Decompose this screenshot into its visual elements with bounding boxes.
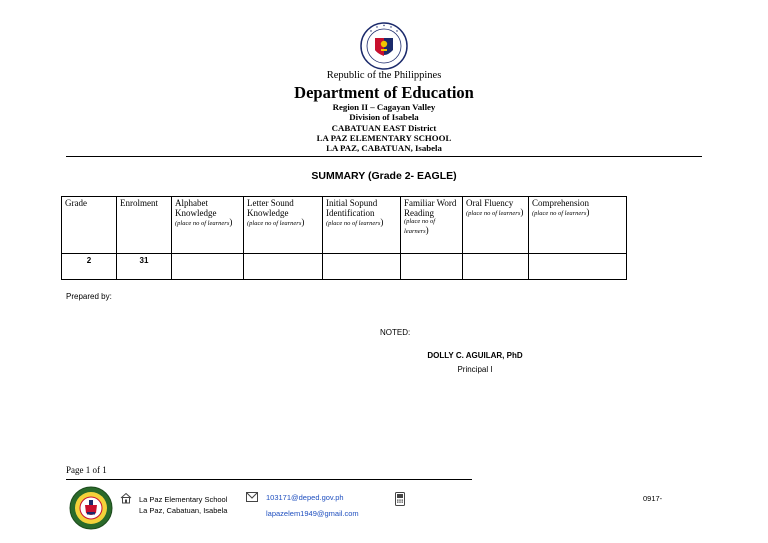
republic-line: Republic of the Philippines <box>326 70 442 81</box>
summary-table <box>61 196 627 280</box>
col-enrolment: Enrolment <box>117 197 172 254</box>
footer-phone: 0917- <box>643 494 663 503</box>
cell-letter-sound <box>244 254 323 280</box>
district-line: CABATUAN EAST District <box>331 123 437 133</box>
prepared-by-label: Prepared by: <box>66 292 112 301</box>
cell-grade: 2 <box>62 254 117 280</box>
summary-title: SUMMARY (Grade 2- EAGLE) <box>311 170 457 182</box>
address-line: LA PAZ, CABATUAN, Isabela <box>326 143 442 153</box>
footer-email-deped[interactable]: 103171@deped.gov.ph <box>266 493 344 502</box>
page-number: Page 1 of 1 <box>66 465 107 475</box>
footer-school-address: La Paz, Cabatuan, Isabela <box>139 506 228 515</box>
cell-comprehension <box>529 254 627 280</box>
division-line: Division of Isabela <box>349 112 419 122</box>
deped-seal-logo <box>360 22 408 70</box>
col-familiar-word: Familiar Word Reading (place no of learners) <box>401 197 463 254</box>
home-icon <box>120 492 132 504</box>
phone-icon <box>394 492 406 506</box>
department-title: Department of Education <box>294 83 474 102</box>
region-line: Region II – Cagayan Valley <box>332 102 436 112</box>
cell-oral-fluency <box>463 254 529 280</box>
noted-label: NOTED: <box>380 328 411 337</box>
col-comprehension: Comprehension (place no of learners) <box>529 197 627 254</box>
signatory-name: DOLLY C. AGUILAR, PhD <box>427 351 523 360</box>
cell-familiar-word <box>401 254 463 280</box>
footer-divider <box>66 479 472 480</box>
signatory-position: Principal I <box>457 365 493 374</box>
cell-alphabet <box>172 254 244 280</box>
col-alphabet: Alphabet Knowledge (place no of learners) <box>172 197 244 254</box>
col-oral-fluency: Oral Fluency (place no of learners) <box>463 197 529 254</box>
footer-school-info <box>139 494 227 516</box>
school-line: LA PAZ ELEMENTARY SCHOOL <box>316 133 452 143</box>
footer-school-name: La Paz Elementary School <box>139 495 228 504</box>
header-divider <box>66 156 702 157</box>
col-letter-sound: Letter Sound Knowledge (place no of learners) <box>244 197 323 254</box>
mail-icon <box>246 492 258 502</box>
table-row <box>62 254 627 280</box>
col-grade: Grade <box>62 197 117 254</box>
school-logo <box>69 486 113 530</box>
cell-initial-sound <box>323 254 401 280</box>
cell-enrolment: 31 <box>117 254 172 280</box>
footer-email-gmail[interactable]: lapazelem1949@gmail.com <box>266 509 359 518</box>
table-header-row <box>62 197 627 254</box>
col-initial-sound: Initial Sopund Identification (place no of learners) <box>323 197 401 254</box>
